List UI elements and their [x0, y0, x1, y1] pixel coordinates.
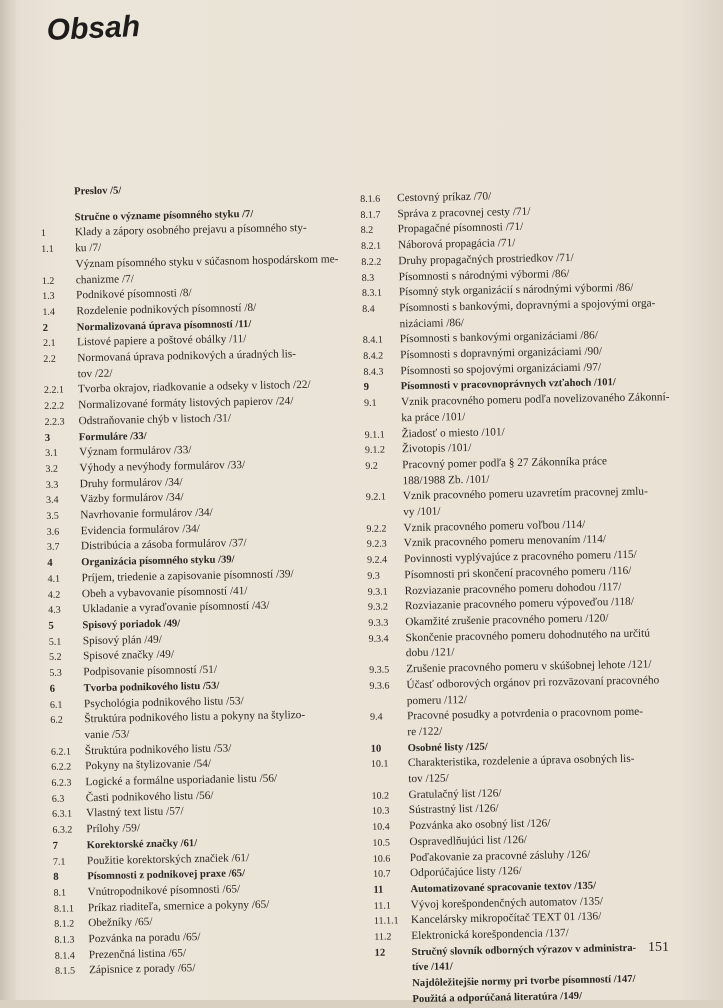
toc-entry-text: Prezenčná listina /65/ — [88, 947, 187, 961]
toc-entry-text: Písomnosti so spojovými organizáciami /97/ — [400, 361, 602, 377]
toc-entry-text: Evidencia formulárov /34/ — [80, 522, 200, 538]
toc-section-number: 11.1 — [373, 900, 391, 912]
toc-section-number: 8.1.1 — [53, 903, 75, 915]
toc-section-number: 8.3 — [361, 272, 375, 284]
toc-entry-text: Časti podnikového listu /56/ — [85, 789, 214, 804]
toc-section-number: 8.1.2 — [54, 918, 75, 931]
toc-entry-text: tov /22/ — [77, 367, 113, 381]
toc-entry-text: Formuláre /33/ — [78, 430, 147, 443]
toc-section-number — [40, 210, 74, 211]
toc-section-number: 6.2.3 — [51, 777, 72, 789]
toc-entry-text: Druhy formulárov /34/ — [79, 475, 183, 490]
toc-section-number: 7 — [52, 840, 59, 852]
toc-section-number: 9.4 — [369, 711, 383, 724]
toc-entry-text: Sústrastný list /126/ — [408, 802, 499, 817]
toc-section-number: 1.2 — [41, 275, 55, 287]
toc-entry-text: Pracovný pomer podľa § 27 Zákonníka práce — [402, 455, 608, 472]
toc-section-number: 9.1.1 — [364, 429, 385, 441]
toc-section-number: 10.7 — [373, 868, 391, 881]
toc-entry-text: Skončenie pracovného pomeru dohodnutého na určitú — [405, 627, 651, 644]
toc-section-number: 8.3.1 — [361, 287, 383, 300]
toc-section-number: 4.2 — [47, 589, 61, 601]
toc-section-number: 5.3 — [49, 667, 62, 680]
toc-section-number: 1.3 — [42, 290, 55, 303]
toc-entry-text: Význam formulárov /33/ — [79, 444, 192, 459]
toc-column-left — [40, 179, 360, 980]
toc-entry-text: nizáciami /86/ — [399, 316, 464, 330]
toc-entry-text: Štruktúra podnikového listu a pokyny na štylizo- — [84, 709, 306, 726]
toc-entry-text: Výhody a nevýhody formulárov /33/ — [79, 459, 246, 475]
toc-entry-text: tov /125/ — [408, 772, 449, 786]
toc-entry-text: Tvorba podnikového listu /53/ — [83, 680, 220, 695]
toc-entry-text: Väzby formulárov /34/ — [79, 491, 184, 506]
toc-section-number: 9.3.4 — [368, 633, 389, 645]
toc-entry-text: pomeru /112/ — [406, 693, 468, 707]
toc-section-number: 9.3.1 — [367, 586, 388, 598]
toc-section-number: 3.3 — [45, 479, 59, 491]
toc-entry-text: Zápisnice z porady /65/ — [88, 962, 196, 977]
toc-section-number: 8.2.1 — [360, 240, 382, 253]
toc-entry-text: Najdôležitejšie normy pri tvorbe písomností /147/ — [412, 974, 636, 990]
toc-entry-text: Vlastný text listu /57/ — [85, 805, 184, 820]
toc-entry-text: Odstraňovanie chýb v listoch /31/ — [78, 412, 232, 428]
toc-entry-text: Organizácia písomného styku /39/ — [81, 554, 235, 569]
toc-section-number: 8.2.2 — [361, 256, 382, 268]
toc-section-number: 3 — [44, 432, 51, 444]
toc-section-number: 8.4 — [362, 303, 375, 315]
toc-entry-text: Pokyny na štylizovanie /54/ — [85, 758, 212, 773]
toc-entry-text: Odporúčajúce listy /126/ — [409, 865, 522, 880]
page-number: 151 — [648, 940, 669, 955]
toc-entry-text: Okamžité zrušenie pracovného pomeru /120/ — [405, 612, 609, 629]
toc-entry-text: Obežníky /65/ — [88, 916, 153, 930]
toc-entry-text: Prílohy /59/ — [86, 822, 141, 836]
toc-entry-text: Písomnosti v pracovnoprávnych vzťahoch /101/ — [400, 377, 616, 393]
toc-section-number: 6.3.1 — [51, 808, 73, 821]
toc-entry-text: Vznik pracovného pomeru podľa novelizovaného Zákonní- — [400, 391, 670, 409]
toc-section-number: 8.1.7 — [360, 209, 381, 221]
toc-section-number: 2.1 — [42, 338, 56, 350]
toc-section-number: 9.2.3 — [366, 539, 387, 551]
toc-entry-text: Propagačné písomnosti /71/ — [397, 221, 524, 236]
toc-entry-text: Význam písomného styku v súčasnom hospodárskom me- — [75, 253, 339, 271]
toc-section-number — [40, 184, 74, 185]
toc-section-number: 9.3.6 — [369, 680, 390, 692]
toc-section-number: 10 — [370, 743, 382, 755]
toc-section-number: 8.4.2 — [363, 350, 384, 362]
toc-entry-text: Príkaz riaditeľa, smernice a pokyny /65/ — [87, 898, 270, 914]
toc-entry-text: Rozviazanie pracovného pomeru výpoveďou /118/ — [404, 596, 635, 613]
toc-entry-text: Životopis /101/ — [401, 442, 472, 456]
toc-entry-text: Písomnosti pri skončení pracovného pomeru /116/ — [404, 564, 632, 582]
toc-section-number: 5.1 — [48, 636, 62, 648]
toc-entry-text: Spisový plán /49/ — [82, 633, 162, 647]
toc-entry-text: re /122/ — [407, 725, 443, 739]
toc-entry-text: Ukladanie a vyraďovanie písomností /43/ — [82, 599, 270, 616]
toc-section-number: 11.2 — [374, 931, 392, 943]
toc-section-number: 2 — [42, 322, 49, 334]
toc-entry-text: Kancelársky mikropočítač TEXT 01 /136/ — [410, 910, 602, 927]
toc-section-number: 9.3 — [367, 570, 380, 582]
toc-entry-text: Automatizované spracovanie textov /135/ — [410, 880, 597, 896]
toc-section-number: 3.2 — [45, 463, 59, 475]
toc-section-number: 9.3.5 — [369, 664, 390, 677]
toc-entry-text: Náborová propagácia /71/ — [397, 237, 516, 252]
toc-section-number: 8.1.5 — [55, 965, 76, 978]
toc-entry-text: Použitie korektorských značiek /61/ — [86, 851, 250, 867]
toc-entry-text: ku /7/ — [75, 241, 102, 255]
toc-section-number: 8 — [53, 872, 59, 884]
toc-section-number: 9.2.2 — [366, 523, 387, 535]
toc-entry-text: Spisové značky /49/ — [82, 648, 175, 663]
toc-section-number: 3.7 — [46, 542, 60, 554]
toc-section-number: 8.4.3 — [363, 366, 384, 378]
toc-entry-text: Osobné listy /125/ — [407, 741, 488, 754]
toc-section-number: 8.2 — [360, 225, 374, 237]
toc-section-number: 2.2.3 — [44, 416, 65, 428]
toc-section-number: 11.1.1 — [373, 915, 399, 928]
toc-section-number: 6 — [49, 683, 56, 695]
toc-column-right — [360, 186, 696, 1008]
toc-entry-text: Použitá a odporúčaná literatúra /149/ — [412, 990, 583, 1005]
toc-section-number: 7.1 — [52, 856, 66, 868]
toc-entry-text: Zrušenie pracovného pomeru v skúšobnej lehote /121/ — [406, 658, 652, 676]
toc-entry-text: Klady a zápory osobného prejavu a písomného sty- — [74, 222, 307, 239]
toc-entry-text: Logické a formálne usporiadanie listu /56/ — [85, 772, 278, 789]
toc-entry-text: Písomnosti s dopravnými organizáciami /90/ — [400, 345, 603, 362]
toc-section-number: 9.1 — [363, 397, 377, 410]
toc-section-number: 4.1 — [47, 573, 61, 585]
toc-entry-text: Písomnosti z podnikovej praxe /65/ — [87, 868, 246, 883]
toc-section-number: 6.3 — [51, 793, 65, 805]
toc-entry-text: Podnikové písomnosti /8/ — [76, 287, 192, 302]
toc-section-number: 1.4 — [42, 306, 56, 318]
toc-entry-text: Poďakovanie za pracovné zásluhy /126/ — [409, 848, 591, 864]
toc-entry-text: chanizme /7/ — [75, 272, 134, 286]
toc-entry-text: 188/1988 Zb. /101/ — [402, 473, 490, 487]
toc-section-number: 3.5 — [46, 510, 59, 523]
toc-entry-text: Normalizovaná úprava písomností /11/ — [76, 318, 252, 333]
toc-entry-text: Korektorské značky /61/ — [86, 837, 198, 852]
toc-section-number: 10.5 — [372, 837, 391, 849]
toc-section-number: 6.3.2 — [52, 824, 73, 837]
toc-entry-text: Druhy propagačných prostriedkov /71/ — [398, 251, 574, 268]
toc-entry-text: Vývoj korešpondenčných automatov /135/ — [410, 895, 604, 911]
toc-section-number: 6.2 — [50, 714, 63, 727]
toc-entry-text: Príjem, triedenie a zapisovanie písomností /39/ — [81, 568, 294, 585]
toc-entry-text: Podpisovanie písomností /51/ — [83, 663, 218, 679]
toc-section-number — [375, 976, 412, 977]
toc-section-number: 4.3 — [48, 604, 61, 617]
toc-section-number: 11 — [373, 884, 384, 896]
toc-section-number: 3.6 — [46, 526, 60, 538]
toc-section-number: 8.1 — [53, 887, 67, 899]
toc-entry-text: Cestovný príkaz /70/ — [397, 190, 492, 205]
toc-section-number: 12 — [374, 947, 386, 959]
toc-section-number: 3.1 — [45, 447, 58, 460]
toc-entry-text: Gratulačný list /126/ — [408, 787, 502, 801]
toc-entry-text: Listové papiere a poštové obálky /11/ — [76, 333, 247, 349]
toc-entry-text: Ospravedlňujúci list /126/ — [409, 833, 527, 848]
toc-section-number: 8.1.4 — [54, 950, 75, 962]
toc-section-number: 9.2 — [365, 460, 378, 472]
toc-section-number: 5 — [48, 620, 54, 632]
toc-entry-text: Vnútropodnikové písomnosti /65/ — [87, 883, 241, 899]
toc-section-number: 9.1.2 — [364, 444, 386, 457]
toc-section-number: 9.3.3 — [368, 617, 389, 629]
toc-section-number: 2.2.1 — [43, 385, 65, 397]
toc-entry-text: Písomnosti s bankovými organizáciami /86/ — [399, 329, 599, 346]
toc-section-number: 10.1 — [370, 758, 389, 771]
toc-entry-text: Psychológia podnikového listu /53/ — [83, 694, 244, 710]
toc-entry-text: Žiadosť o miesto /101/ — [401, 425, 505, 440]
toc-section-number: 10.6 — [372, 853, 391, 865]
toc-section-number: 5.2 — [48, 652, 62, 664]
toc-entry-text: Stručne o význame písomného styku /7/ — [74, 208, 254, 224]
toc-section-number: 10.2 — [371, 790, 390, 802]
toc-entry-text: Správa z pracovnej cesty /71/ — [397, 205, 531, 220]
toc-entry-text: Elektronická korešpondencia /137/ — [411, 927, 569, 943]
toc-entry-text: Tvorba okrajov, riadkovanie a odseky v listoch /22/ — [77, 379, 311, 396]
toc-section-number: 9.3.2 — [367, 601, 389, 614]
toc-entry-text: Štruktúra podnikového listu /53/ — [84, 742, 232, 757]
toc-entry-text: Charakteristika, rozdelenie a úprava osobných lis- — [407, 753, 635, 770]
toc-entry-text: ka práce /101/ — [401, 410, 466, 425]
toc-entry-text: Stručný slovník odborných výrazov v administra- — [411, 942, 637, 958]
toc-entry-text: Rozdelenie podnikových písomností /8/ — [76, 301, 257, 318]
toc-entry-text: Preslov /5/ — [74, 185, 122, 198]
toc-section-number: 10.3 — [371, 805, 390, 818]
page-title: Obsah — [46, 9, 141, 47]
toc-entry-text: Povinnosti vyplývajúce z pracovného pomeru /115/ — [403, 548, 637, 566]
toc-section-number — [375, 992, 412, 993]
toc-section-number: 1.1 — [41, 243, 54, 256]
toc-entry-text: Pozvánka ako osobný list /126/ — [409, 817, 551, 833]
toc-section-number: 2.2 — [43, 353, 56, 365]
toc-section-number: 1 — [40, 228, 47, 240]
toc-section-number: 9.2.1 — [365, 491, 386, 504]
toc-section-number: 8.1.3 — [54, 934, 75, 946]
toc-entry-text: Písomnosti s národnými výbormi /86/ — [398, 267, 570, 283]
toc-entry-text: Normovaná úprava podnikových a úradných lis- — [77, 348, 297, 365]
toc-entry-text: dobu /121/ — [405, 646, 455, 660]
toc-entry-text: Pracovné posudky a potvrdenia o pracovnom pome- — [406, 705, 644, 723]
toc-section-number: 6.1 — [49, 699, 63, 711]
toc-section-number: 8.1.6 — [360, 193, 381, 205]
toc-entry-text: vanie /53/ — [84, 728, 130, 742]
toc-entry-text: Vznik pracovného pomeru menovaním /114/ — [403, 533, 607, 550]
toc-entry-text: Pozvánka na poradu /65/ — [88, 931, 201, 946]
toc-section-number: 3.4 — [45, 495, 59, 507]
toc-entry-text: Navrhovanie formulárov /34/ — [80, 506, 213, 522]
toc-entry-text: Vznik pracovného pomeru uzavretím pracovnej zmlu- — [402, 485, 648, 503]
toc-section-number: 9.2.4 — [366, 554, 388, 567]
toc-entry-text: Vznik pracovného pomeru voľbou /114/ — [403, 518, 586, 534]
toc-entry-text: Písomný styk organizácií s národnými výbormi /86/ — [398, 281, 634, 299]
toc-entry-text: Účasť odborových orgánov pri rozväzovaní pracovného — [406, 674, 660, 691]
toc-entry-text: Obeh a vybavovanie písomností /41/ — [81, 584, 248, 600]
toc-section-number: 8.4.1 — [362, 334, 383, 347]
toc-section-number: 2.2.2 — [44, 400, 65, 413]
toc-section-number: 6.2.1 — [50, 746, 71, 758]
toc-section-number: 4 — [47, 558, 53, 570]
toc-entry-text: Písomnosti s bankovými, dopravnými a spojovými orga- — [399, 297, 656, 315]
toc-entry-text: Normalizované formáty listových papierov /24/ — [78, 395, 294, 412]
toc-entry-text: tíve /141/ — [411, 961, 453, 974]
toc-section-number: 9 — [363, 382, 370, 394]
toc-section-number: 10.4 — [372, 821, 390, 834]
toc-entry-text: Spisový poriadok /49/ — [82, 618, 181, 632]
toc-entry-text: vy /101/ — [403, 505, 441, 519]
toc-entry-text: Distribúcia a zásoba formulárov /37/ — [80, 537, 247, 553]
toc-entry-text: Rozviazanie pracovného pomeru dohodou /117/ — [404, 580, 622, 597]
toc-section-number: 6.2.2 — [51, 761, 72, 774]
